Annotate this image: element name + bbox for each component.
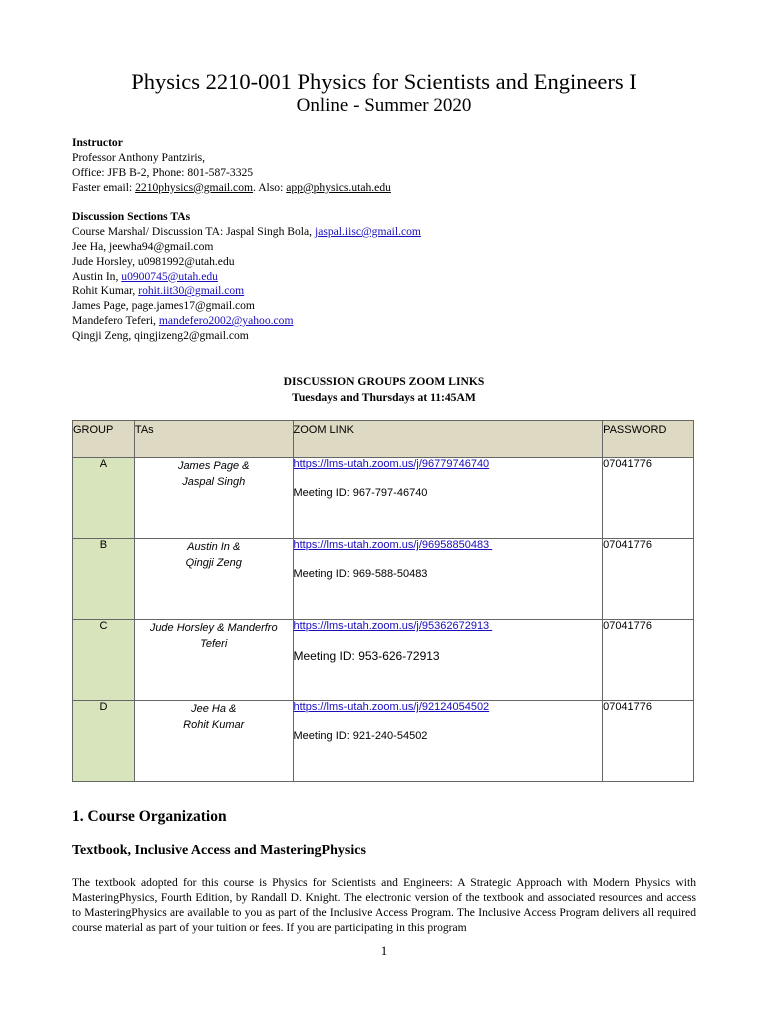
ta-name: Jaspal Singh — [182, 476, 246, 488]
meeting-id: Meeting ID: 969-588-50483 — [293, 568, 428, 580]
ta-rohit-line — [72, 284, 712, 299]
zoom-link[interactable]: https://lms-utah.zoom.us/j/92124054502 — [293, 701, 490, 713]
ta-austin-email-link[interactable]: u0900745@utah.edu — [121, 269, 218, 283]
ta-marshal-text: Course Marshal/ Discussion TA: Jaspal Singh Bola, — [72, 224, 315, 238]
ta-mandefero-text: Mandefero Teferi, — [72, 314, 159, 328]
ta-name: Rohit Kumar — [183, 719, 245, 731]
instructor-office: Office: JFB B-2, Phone: 801-587-3325 — [72, 165, 254, 179]
table-row — [73, 620, 694, 701]
col-header-password: PASSWORD — [603, 421, 694, 458]
ta-name: Teferi — [200, 638, 228, 650]
col-header-tas: TAs — [134, 421, 293, 458]
ta-mandefero-email-link[interactable]: mandefero2002@yahoo.com — [158, 314, 294, 328]
group-tas — [134, 620, 293, 701]
group-letter: A — [73, 458, 135, 539]
table-row — [73, 458, 694, 539]
group-tas — [134, 701, 293, 782]
instructor-block — [72, 136, 712, 196]
zoom-link-cell — [293, 701, 603, 782]
zoom-link-cell — [293, 539, 603, 620]
instructor-name: Professor Anthony Pantziris, — [72, 150, 205, 164]
ta-austin-text: Austin In, — [72, 269, 122, 283]
email-prefix: Faster email: — [72, 180, 136, 194]
meeting-id: Meeting ID: 967-797-46740 — [293, 487, 428, 499]
zoom-link[interactable]: https://lms-utah.zoom.us/j/95362672913 — [293, 620, 493, 632]
also-text: . Also: — [253, 180, 287, 194]
zoom-link[interactable]: https://lms-utah.zoom.us/j/96779746740 — [293, 458, 490, 470]
ta-name: James Page & — [177, 460, 250, 472]
ta-jude-line: Jude Horsley, u0981992@utah.edu — [72, 254, 235, 268]
group-tas — [134, 458, 293, 539]
ta-jee-line: Jee Ha, jeewha94@gmail.com — [72, 239, 214, 253]
ta-name: Qingji Zeng — [185, 557, 242, 569]
tas-heading: Discussion Sections TAs — [72, 210, 191, 223]
instructor-heading: Instructor — [72, 136, 123, 149]
meeting-id: Meeting ID: 921-240-54502 — [293, 730, 428, 742]
zoom-schedule: Tuesdays and Thursdays at 11:45AM — [292, 391, 476, 404]
instructor-email-line — [72, 181, 712, 196]
col-header-zoom-link: ZOOM LINK — [293, 421, 603, 458]
ta-qingji-line: Qingji Zeng, qingjizeng2@gmail.com — [72, 329, 249, 343]
meeting-id: Meeting ID: 953-626-72913 — [293, 649, 440, 663]
zoom-link-cell — [293, 458, 603, 539]
zoom-link-cell — [293, 620, 603, 701]
page-number: 1 — [380, 943, 388, 958]
table-row — [73, 701, 694, 782]
ta-rohit-email-link[interactable]: rohit.iit30@gmail.com — [138, 284, 245, 298]
password: 07041776 — [603, 701, 694, 782]
zoom-links-heading: DISCUSSION GROUPS ZOOM LINKS — [283, 375, 485, 388]
document-subtitle: Online - Summer 2020 — [296, 95, 472, 116]
ta-name: Jee Ha & — [191, 703, 237, 715]
section-heading: 1. Course Organization — [72, 808, 227, 825]
col-header-group: GROUP — [73, 421, 135, 458]
document-title: Physics 2210-001 Physics for Scientists and Engineers I — [131, 69, 637, 94]
group-letter: D — [73, 701, 135, 782]
group-tas — [134, 539, 293, 620]
password: 07041776 — [603, 620, 694, 701]
group-letter: B — [73, 539, 135, 620]
table-row — [73, 539, 694, 620]
ta-james-line: James Page, page.james17@gmail.com — [72, 299, 255, 313]
body-paragraph: The textbook adopted for this course is Physics for Scientists and Engineers: A Strategic Approach with Modern Physics with MasteringPhysics, Fourth Edition, by Randall D. Knight. The electronic version of the textbook and associated resources and access to MasteringPhysics are available to you as part of the Inclusive Access Program. The Inclusive Access Program delivers all required course material as part of your tuition or fees. If you are participating in this program — [72, 876, 696, 934]
ta-name: Jude Horsley & Manderfro — [149, 622, 278, 634]
tas-block — [72, 210, 712, 344]
ta-marshal-email-link[interactable]: jaspal.iisc@gmail.com — [314, 224, 421, 238]
zoom-groups-table — [72, 420, 694, 782]
zoom-link[interactable]: https://lms-utah.zoom.us/j/96958850483 — [293, 539, 493, 551]
group-letter: C — [73, 620, 135, 701]
ta-name: Austin In & — [187, 541, 241, 553]
ta-mandefero-line — [72, 314, 712, 329]
password: 07041776 — [603, 458, 694, 539]
table-header-row — [73, 421, 694, 458]
ta-marshal-line — [72, 225, 712, 240]
subsection-heading: Textbook, Inclusive Access and MasteringPhysics — [72, 843, 366, 858]
instructor-email-link[interactable]: 2210physics@gmail.com — [135, 180, 254, 194]
ta-rohit-text: Rohit Kumar, — [72, 284, 139, 298]
ta-austin-line — [72, 270, 712, 285]
instructor-alt-email-link[interactable]: app@physics.utah.edu — [286, 180, 391, 194]
password: 07041776 — [603, 539, 694, 620]
